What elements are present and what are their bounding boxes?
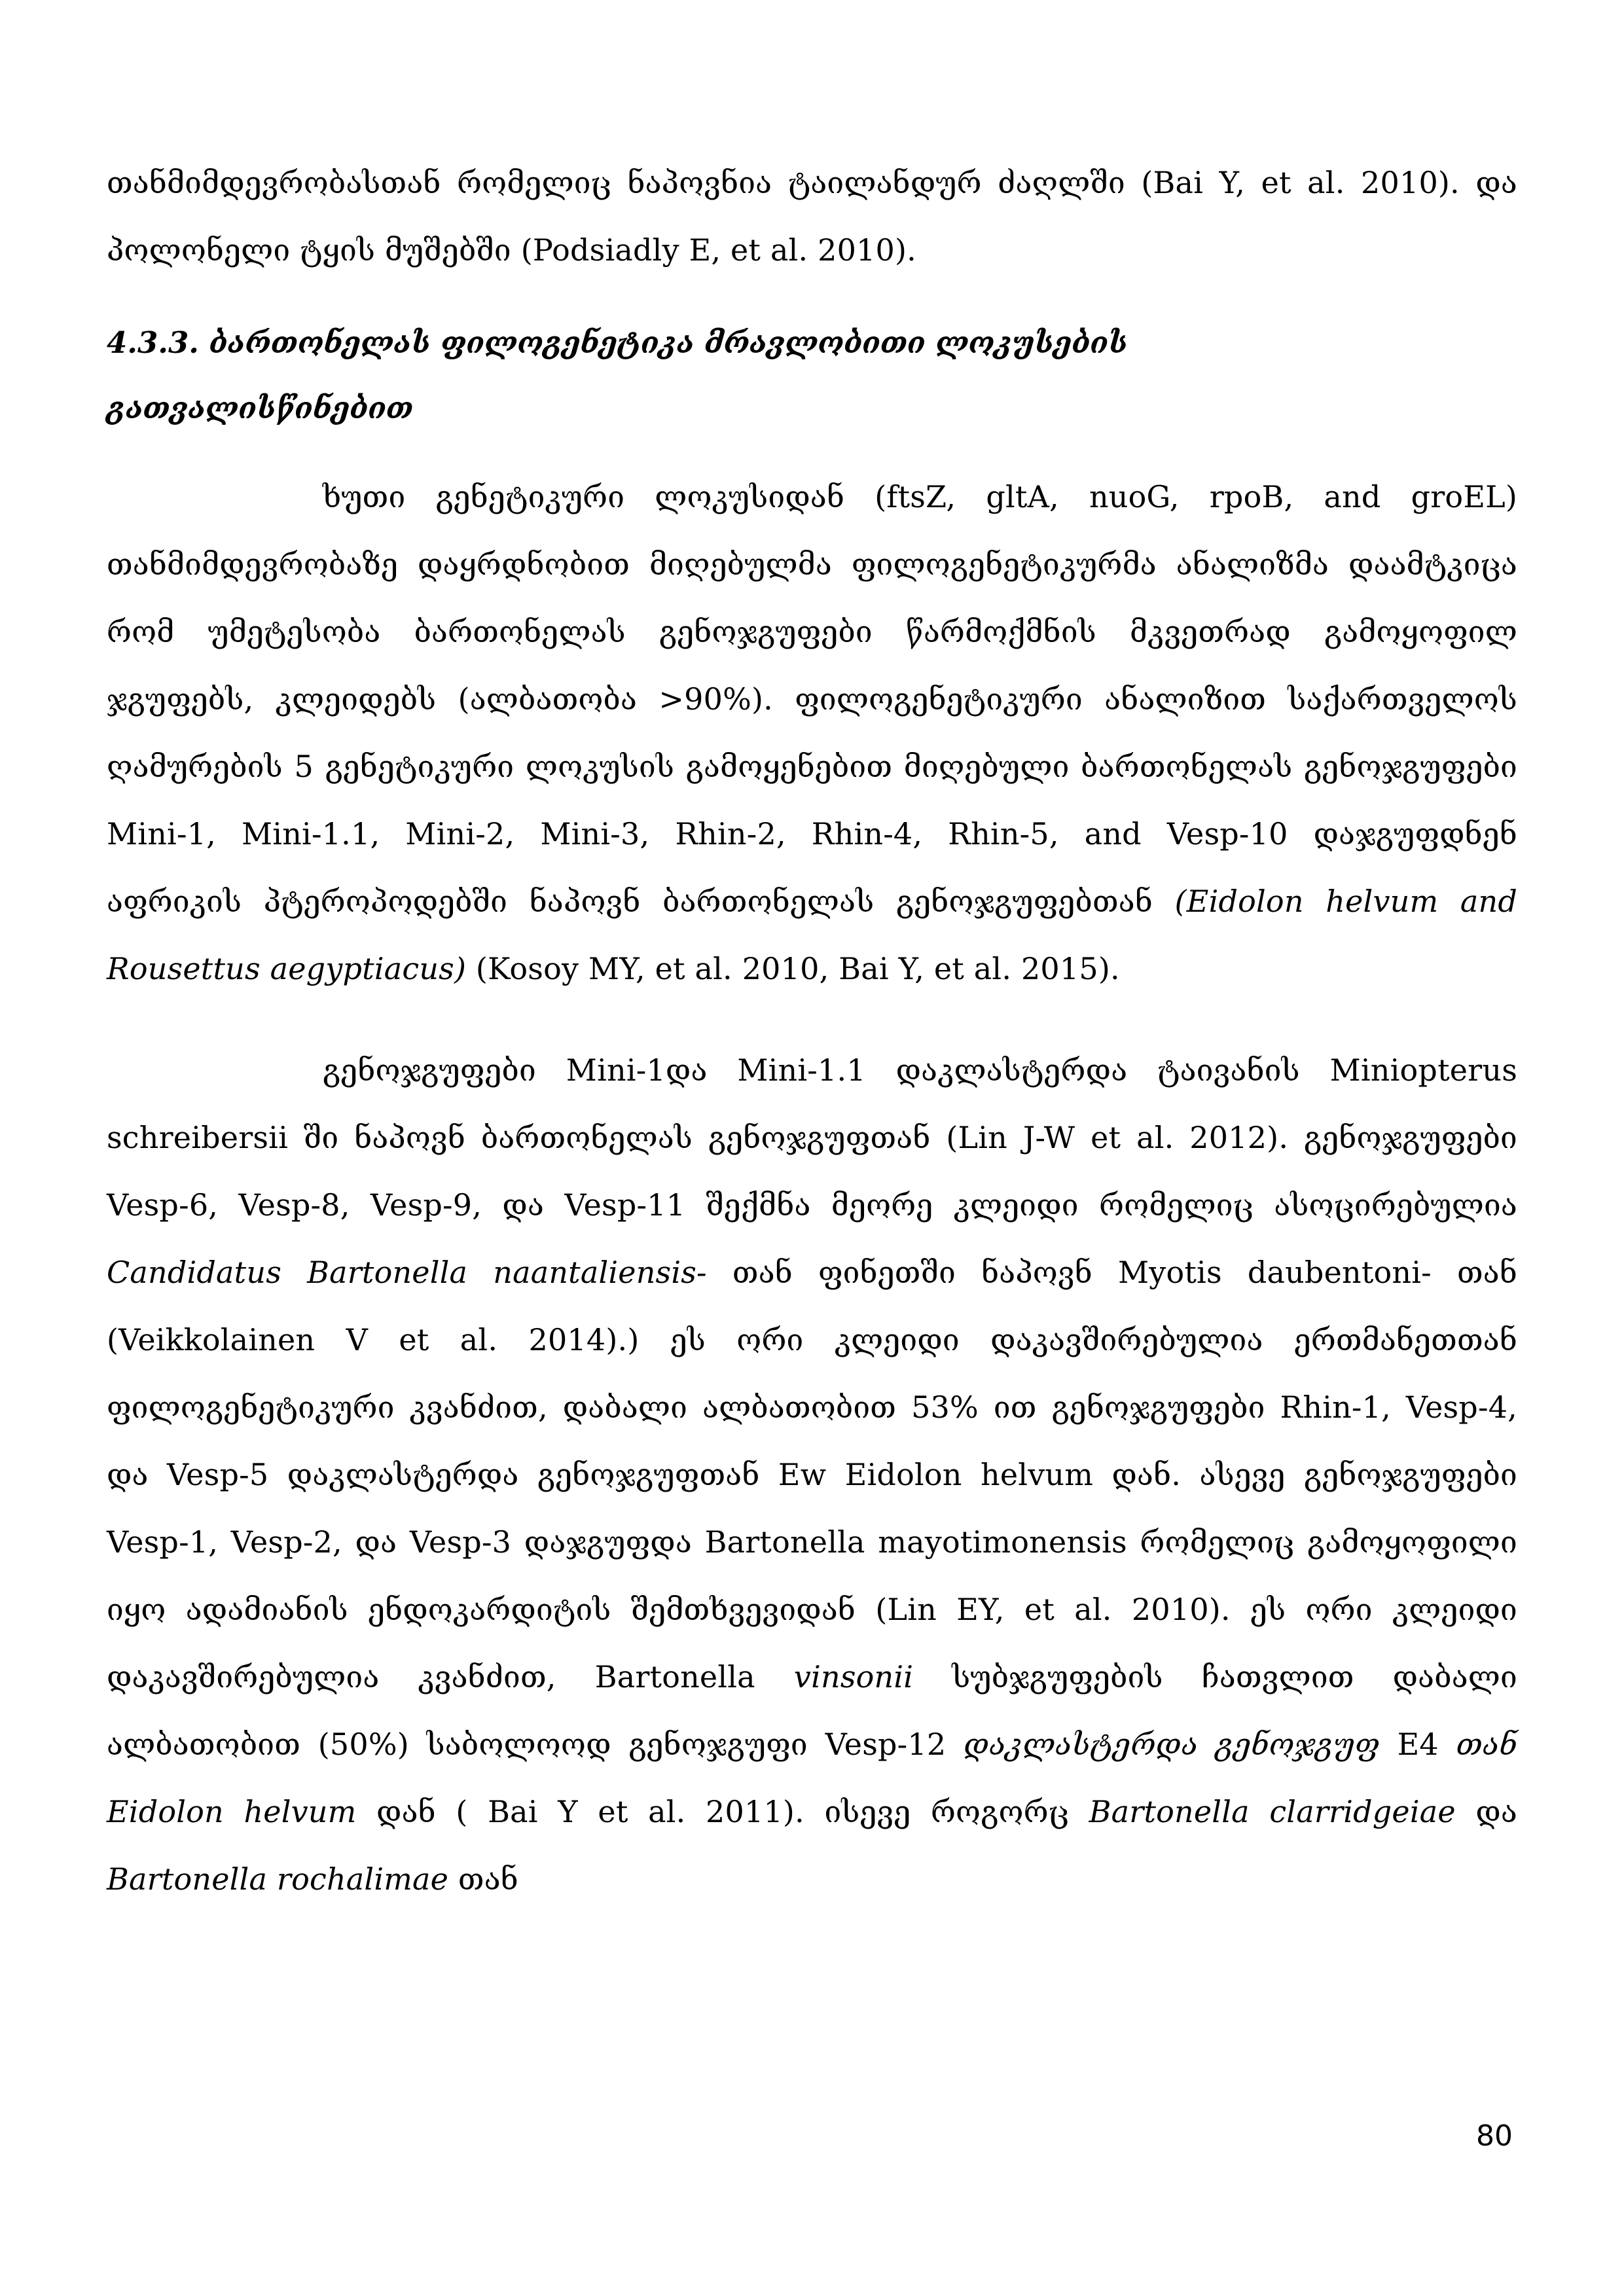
text-run: (Kosoy MY, et al. 2010, Bai Y, et al. 2015).: [466, 951, 1120, 986]
italic-text-run: დაკლასტერდა გენოჯგუფ: [964, 1727, 1380, 1762]
text-run: გენოჯგუფები Mini-1და Mini-1.1 დაკლასტერდა ტაივანის Miniopterus schreibersii ში ნაპოვნ ბართონელას გენოჯგუფთან (Lin J-W et al. 2012). გენოჯგუფები Vesp-6, Vesp-8, Vesp-9, და Vesp-11 შექმნა მეორე კლეიდი რომელიც ასოცირებულია: [107, 1052, 1517, 1223]
section-heading: 4.3.3. ბართონელას ფილოგენეტიკა მრავლობითი ლოკუსების გათვალისწინებით: [107, 325, 1128, 425]
page-content: [107, 149, 1517, 1913]
text-run: სუბჯგუფების ჩათვლით დაბალი ალბათობით (50%) საბოლოოდ გენოჯგუფი Vesp-12: [107, 1659, 1517, 1762]
italic-text-run: Bartonella clarridgeiae: [1089, 1794, 1456, 1829]
page-number: 80: [1476, 2119, 1513, 2153]
italic-text-run: Bartonella rochalimae: [107, 1861, 449, 1897]
italic-text-run: თან Eidolon helvum: [107, 1727, 1517, 1829]
paragraph-2: [107, 1037, 1517, 1913]
text-run: E4: [1379, 1727, 1456, 1762]
italic-text-run: vinsonii: [793, 1659, 914, 1695]
paragraph-1: [107, 463, 1517, 1003]
text-run: დან ( Bai Y et al. 2011). ისევე როგორც: [356, 1794, 1089, 1829]
italic-text-run: (Eidolon helvum and Rousettus aegyptiacus): [107, 884, 1517, 986]
text-run: და: [1455, 1794, 1517, 1829]
continuation-paragraph: [107, 149, 1517, 284]
text-run: თან ფინეთში ნაპოვნ Myotis daubentoni- თან (Veikkolainen V et al. 2014).) ეს ორი კლეიდი დაკავშირებულია ერთმანეთთან ფილოგენეტიკური კვანძით, დაბალი ალბათობით 53% ით გენოჯგუფები Rhin-1, Vesp-4, და Vesp-5 დაკლასტერდა გენოჯგუფთან Ew Eidolon helvum დან. ასევე გენოჯგუფები Vesp-1, Vesp-2, და Vesp-3 დაჯგუფდა Bartonella mayotimonensis რომელიც გამოყოფილი იყო ადამიანის ენდოკარდიტის შემთხვევიდან (Lin EY, et al. 2010). ეს ორი კლეიდი დაკავშირებულია კვანძით, Bartonella: [107, 1255, 1517, 1695]
italic-text-run: Candidatus Bartonella naantaliensis-: [107, 1255, 707, 1290]
text-run: თანმიმდევრობასთან რომელიც ნაპოვნია ტაილანდურ ძაღლში (Bai Y, et al. 2010). და პოლონელი ტყის მუშებში (Podsiadly E, et al. 2010).: [107, 165, 1517, 268]
text-run: თან: [448, 1861, 518, 1897]
text-run: ხუთი გენეტიკური ლოკუსიდან (ftsZ, gltA, nuoG, rpoB, and groEL) თანმიმდევრობაზე დაყრდნობით მიღებულმა ფილოგენეტიკურმა ანალიზმა დაამტკიცა რომ უმეტესობა ბართონელას გენოჯგუფები წარმოქმნის მკვეთრად გამოყოფილ ჯგუფებს, კლეიდებს (ალბათობა >90%). ფილოგენეტიკური ანალიზით საქართველოს ღამურების 5 გენეტიკური ლოკუსის გამოყენებით მიღებული ბართონელას გენოჯგუფები Mini-1, Mini-1.1, Mini-2, Mini-3, Rhin-2, Rhin-4, Rhin-5, and Vesp-10 დაჯგუფდნენ აფრიკის პტეროპოდებში ნაპოვნ ბართონელას გენოჯგუფებთან: [107, 479, 1517, 919]
